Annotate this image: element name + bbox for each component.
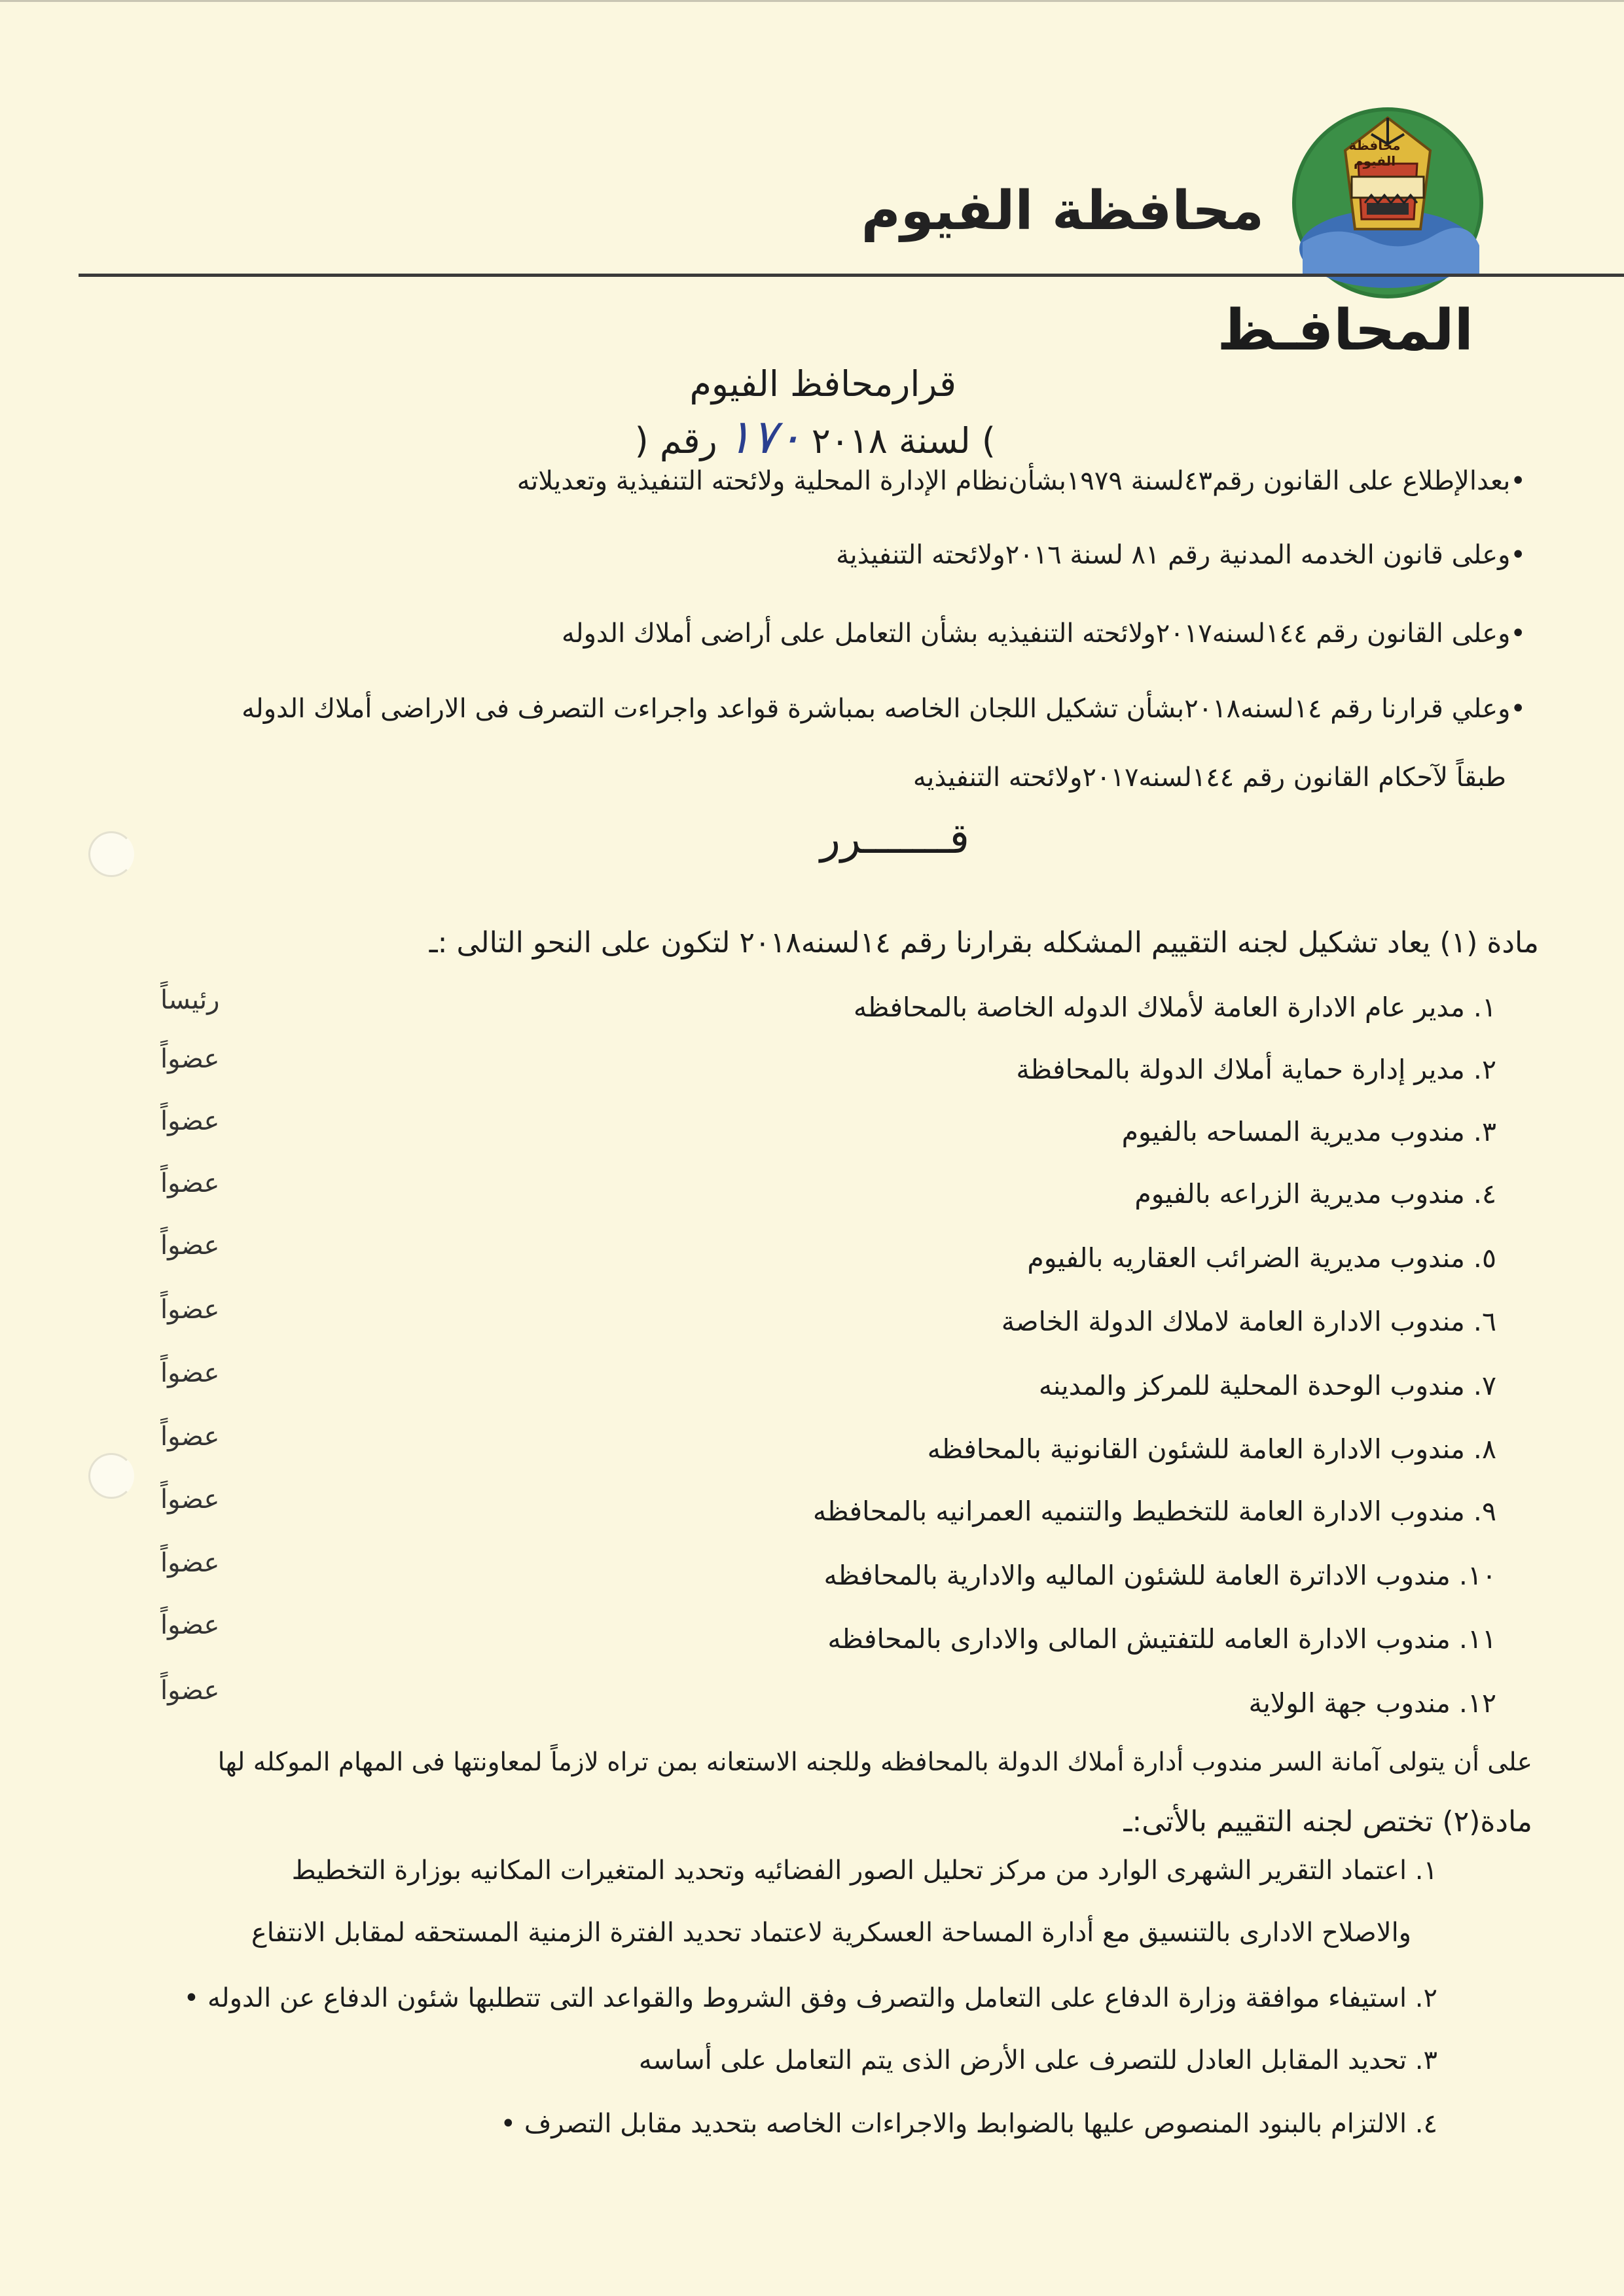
article-2-item: والاصلاح الادارى بالتنسيق مع أدارة المساحة العسكرية لاعتماد تحديد الفترة الزمنية المستحقه لمقابل الانتفاع (251, 1918, 1411, 1948)
article-2-item: ٢. استيفاء موافقة وزارة الدفاع على التعامل والتصرف وفق الشروط والقواعد التى تتطلبها شئون الدفاع عن الدوله • (183, 1983, 1437, 2013)
preamble-line: •وعلي قرارنا رقم ١٤لسنه٢٠١٨بشأن تشكيل اللجان الخاصه بمباشرة قواعد واجراءت التصرف فى الاراضى أملاك الدوله (242, 694, 1526, 724)
committee-role: عضواً (160, 1106, 220, 1136)
committee-member: ٤. مندوب مديرية الزراعه بالفيوم (1134, 1178, 1496, 1210)
committee-member: ٢. مدير إدارة حماية أملاك الدولة بالمحافظة (1016, 1054, 1496, 1085)
committee-role: عضواً (160, 1358, 220, 1388)
committee-role: عضواً (160, 1548, 220, 1578)
committee-member: ٥. مندوب مديرية الضرائب العقاريه بالفيوم (1027, 1242, 1496, 1274)
logo-text: محافظة الفيوم (1348, 137, 1401, 169)
secretariat-clause: على أن يتولى آمانة السر مندوب أدارة أملاك الدولة بالمحافظه وللجنه الاستعانه بمن تراه لازماً لمعاونتها فى المهام الموكله لها (217, 1748, 1532, 1777)
decree-title: قرارمحافظ الفيوم (689, 363, 956, 404)
committee-member: ١٢. مندوب جهة الولاية (1248, 1687, 1496, 1719)
article-2-item: ٣. تحديد المقابل العادل للتصرف على الأرض الذى يتم التعامل على أساسه (638, 2045, 1437, 2075)
decree-number-prefix: رقم ( (634, 420, 717, 461)
committee-role: عضواً (160, 1230, 220, 1261)
committee-member: ١٠. مندوب الاداترة العامة للشئون الماليه والادارية بالمحافظه (823, 1560, 1496, 1591)
preamble-line: طبقاً لآحكام القانون رقم ١٤٤لسنه٢٠١٧ولائحته التنفيذيه (912, 762, 1506, 793)
committee-role: عضواً (160, 1610, 220, 1640)
committee-role: رئيساً (160, 985, 220, 1015)
article-2-item: ١. اعتماد التقرير الشهرى الوارد من مركز تحليل الصور الفضائيه وتحديد المتغيرات المكانيه بوزارة التخطيط (291, 1856, 1437, 1886)
committee-member: ٧. مندوب الوحدة المحلية للمركز والمدينه (1038, 1370, 1496, 1401)
committee-role: عضواً (160, 1484, 220, 1515)
decree-number-handwritten: ١٧٠ (726, 409, 803, 464)
decision-heading: قـــــــرر (820, 815, 969, 863)
header-divider (79, 274, 1624, 277)
committee-member: ٨. مندوب الادارة العامة للشئون القانونية بالمحافظه (927, 1433, 1496, 1465)
decree-number (635, 409, 996, 464)
preamble-line: •وعلى قانون الخدمه المدنية رقم ٨١ لسنة ٢٠١٦ولائحته التنفيذية (836, 540, 1526, 570)
committee-member: ٦. مندوب الادارة العامة لاملاك الدولة الخاصة (1001, 1306, 1496, 1337)
office-title: المحافـظ (1217, 298, 1473, 363)
committee-member: ٩. مندوب الادارة العامة للتخطيط والتنميه العمرانيه بالمحافظه (812, 1496, 1496, 1527)
article-1-heading: مادة (١) يعاد تشكيل لجنه التقييم المشكله بقرارنا رقم ١٤لسنه٢٠١٨ لتكون على النحو التالى :ـ (429, 926, 1539, 960)
fayoum-governorate-logo (1290, 105, 1486, 301)
committee-role: عضواً (160, 1295, 220, 1325)
committee-member: ١. مدير عام الادارة العامة لأملاك الدوله الخاصة بالمحافظه (853, 992, 1496, 1023)
governorate-title: محافظة الفيوم (861, 180, 1264, 242)
preamble-line: •وعلى القانون رقم ١٤٤لسنه٢٠١٧ولائحته التنفيذيه بشأن التعامل على أراضى أملاك الدوله (561, 619, 1526, 649)
decree-number-suffix: ) لسنة ٢٠١٨ (811, 420, 996, 461)
committee-role: عضواً (160, 1422, 220, 1452)
committee-role: عضواً (160, 1168, 220, 1198)
punch-hole (88, 831, 134, 877)
committee-role: عضواً (160, 1044, 220, 1074)
preamble-line: •بعدالإطلاع على القانون رقم٤٣لسنة ١٩٧٩بشأن‌نظام الإدارة المحلية ولائحته التنفيذية وتعديلاته (516, 466, 1526, 496)
committee-member: ٣. مندوب مديرية المساحه بالفيوم (1121, 1116, 1496, 1147)
committee-member: ١١. مندوب الادارة العامه للتفتيش المالى والادارى بالمحافظه (827, 1623, 1496, 1655)
article-2-heading: مادة(٢) تختص لجنه التقييم بالأتى:ـ (1123, 1805, 1532, 1839)
article-2-item: ٤. الالتزام بالبنود المنصوص عليها بالضوابط والاجراءات الخاصه بتحديد مقابل التصرف • (500, 2109, 1437, 2139)
committee-role: عضواً (160, 1676, 220, 1706)
punch-hole (88, 1453, 134, 1499)
